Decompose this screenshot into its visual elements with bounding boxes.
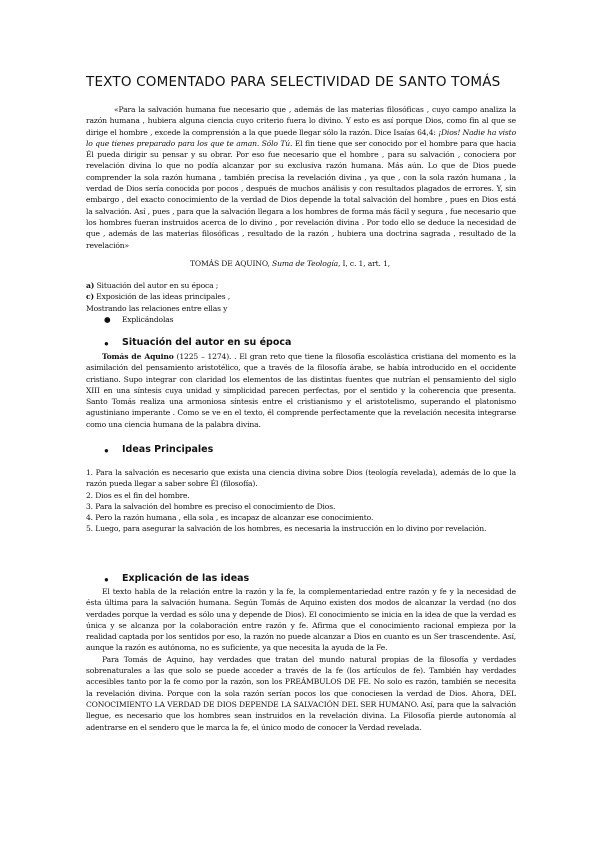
idea-item: 1. Para la salvación es necesario que exista una ciencia divina sobre Dios (teología revelada), además de lo que la razón pueda llegar a saber sobre Él (filosofía). xyxy=(86,468,516,489)
quote-text-start: «Para la salvación humana fue necesario que , además de las materias filosóficas , cuyo campo analiza la razón humana , hubiera alguna ciencia cuyo criterio fuera lo divino. Y esto es así porque Dios, como fin al que se dirige el hombre , excede la comprensión a la que puede llegar sólo la razón. Dice Isaías 64,4: xyxy=(86,105,516,137)
bullet-icon: ● xyxy=(104,339,109,348)
bullet-icon: ● xyxy=(104,575,109,584)
attribution-author: TOMÁS DE AQUINO, xyxy=(190,259,273,268)
attribution-work: Suma de Teología xyxy=(272,259,338,268)
task-bullet-item xyxy=(86,314,516,325)
idea-item: 3. Para la salvación del hombre es preciso el conocimiento de Dios. xyxy=(86,501,336,511)
task-line3: Mostrando las relaciones entre ellas y xyxy=(86,303,228,313)
ideas-list xyxy=(86,467,516,535)
attribution-ref: , I, c. 1, art. 1, xyxy=(338,259,390,268)
task-bullet-text: Explicándolas xyxy=(121,314,174,324)
section3-body xyxy=(86,586,516,733)
quote-citation-italic: ¡Dios! Nadie ha visto lo que tienes preparado para los que te aman. Sólo Tú. xyxy=(86,127,516,148)
task-c-text: Exposición de las ideas principales , xyxy=(93,292,230,302)
task-list xyxy=(86,280,516,325)
idea-item: 5. Luego, para asegurar la salvación de los hombres, es necesaria la instrucción en lo divino por revelación. xyxy=(86,524,487,534)
section3-heading: Explicación de las ideas xyxy=(122,573,250,584)
section1-heading: Situación del autor en su época xyxy=(122,337,292,348)
attribution xyxy=(190,258,390,269)
quote-text-end: El fin tiene que ser conocido por el hombre para que hacia Él pueda dirigir su pensar y su obrar. Por eso fue necesario que el hombre , para su salvación , conociera por revelación divina lo que no podía alcanzar por su exclusiva razón humana. Más aún. Lo que de Dios puede comprender la sola razón humana , también precisa la revelación divina , ya que , con la sola razón humana , la verdad de Dios sería conocida por pocos , después de muchos análisis y con resultados plagados de errores. Y, sin embargo , del exacto conocimiento de la verdad de Dios depende la total salvación del hombre , pues en Dios está la salvación. Así , pues , para que la salvación llegara a los hombres de forma más fácil y segura , fue necesario que los hombres fueran instruidos acerca de lo divino , por revelación divina . Por todo ello se deduce la necesidad de que , además de las materias filosóficas , resultado de la razón , hubiera una doctrina sagrada , resultado de la revelación» xyxy=(86,138,516,250)
section1-body: (1225 – 1274). . El gran reto que tiene la filosofía escolástica cristiana del momento es la asimilación del pensamiento aristotélico, que a través de la filosofía árabe, se había introducido en el occidente cristiano. Supo integrar con claridad los elementos de las distintas fuentes que nutrían el pensamiento del siglo XIII en una síntesis cuya unidad y simplicidad parecen perfectas, por el sentido y la coherencia que presenta. Santo Tomás realiza una armoniosa síntesis entre el cristianismo y el aristotelismo, superando el platonismo agustiniano imperante . Como se ve en el texto, él comprende perfectamente que la revelación necesita integrarse como una ciencia humana de la palabra divina. xyxy=(86,352,517,429)
idea-item: 4. Pero la razón humana , ella sola , es incapaz de alcanzar ese conocimiento. xyxy=(86,513,374,523)
bullet-icon: ● xyxy=(104,314,111,324)
quote-paragraph xyxy=(86,104,516,251)
task-c xyxy=(86,291,516,302)
bullet-icon: ● xyxy=(104,446,109,455)
idea-item: 2. Dios es el fin del hombre. xyxy=(86,490,190,500)
task-a-label: a) xyxy=(86,281,95,290)
page-title: TEXTO COMENTADO PARA SELECTIVIDAD DE SANTO TOMÁS xyxy=(86,74,501,90)
section2-heading: Ideas Principales xyxy=(122,444,214,455)
task-c-label: c) xyxy=(86,292,94,302)
section1-paragraph xyxy=(86,351,516,430)
section3-paragraph-1: El texto habla de la relación entre la razón y la fe, la complementariedad entre razón y fe y la necesidad de ésta última para la salvación humana. Según Tomás de Aquino existen dos modos de alcanzar la verdad (no dos verdades porque la verdad es sólo una y depende de Dios). El conocimiento se inicia en la idea de que la verdad es única y se alcanza por la colaboración entre razón y fe. Afirma que el conocimiento racional empieza por la realidad captada por los sentidos por eso, la razón no puede alcanzar a Dios en cuanto es un Ser trascendente. Así, aunque la razón es autónoma, no es suficiente, ya que necesita la ayuda de la Fe. xyxy=(86,587,516,653)
task-a-text: Situación del autor en su época ; xyxy=(94,281,219,290)
task-a xyxy=(86,280,516,291)
section1-author-name: Tomás de Aquino xyxy=(102,352,174,361)
section3-paragraph-2: Para Tomás de Aquino, hay verdades que tratan del mundo natural propias de la filosofía y verdades sobrenaturales a las que solo se puede acceder a través de la fe (los artículos de fe). También hay verdades accesibles tanto por la fe como por la razón, son los PREÁMBULOS DE FE. No solo es razón, también se necesita la revelación divina. Porque con la sola razón serían pocos los que conociesen la verdad de Dios. Ahora, DEL CONOCIMIENTO LA VERDAD DE DIOS DEPENDE LA SALVACIÓN DEL SER HUMANO. Así, para que la salvación llegue, es necesario que los hombres sean instruidos en la revelación divina. La Filosofía pierde autonomía al adentrarse en el sendero que le marca la fe, el único modo de conocer la Verdad revelada. xyxy=(86,654,516,732)
